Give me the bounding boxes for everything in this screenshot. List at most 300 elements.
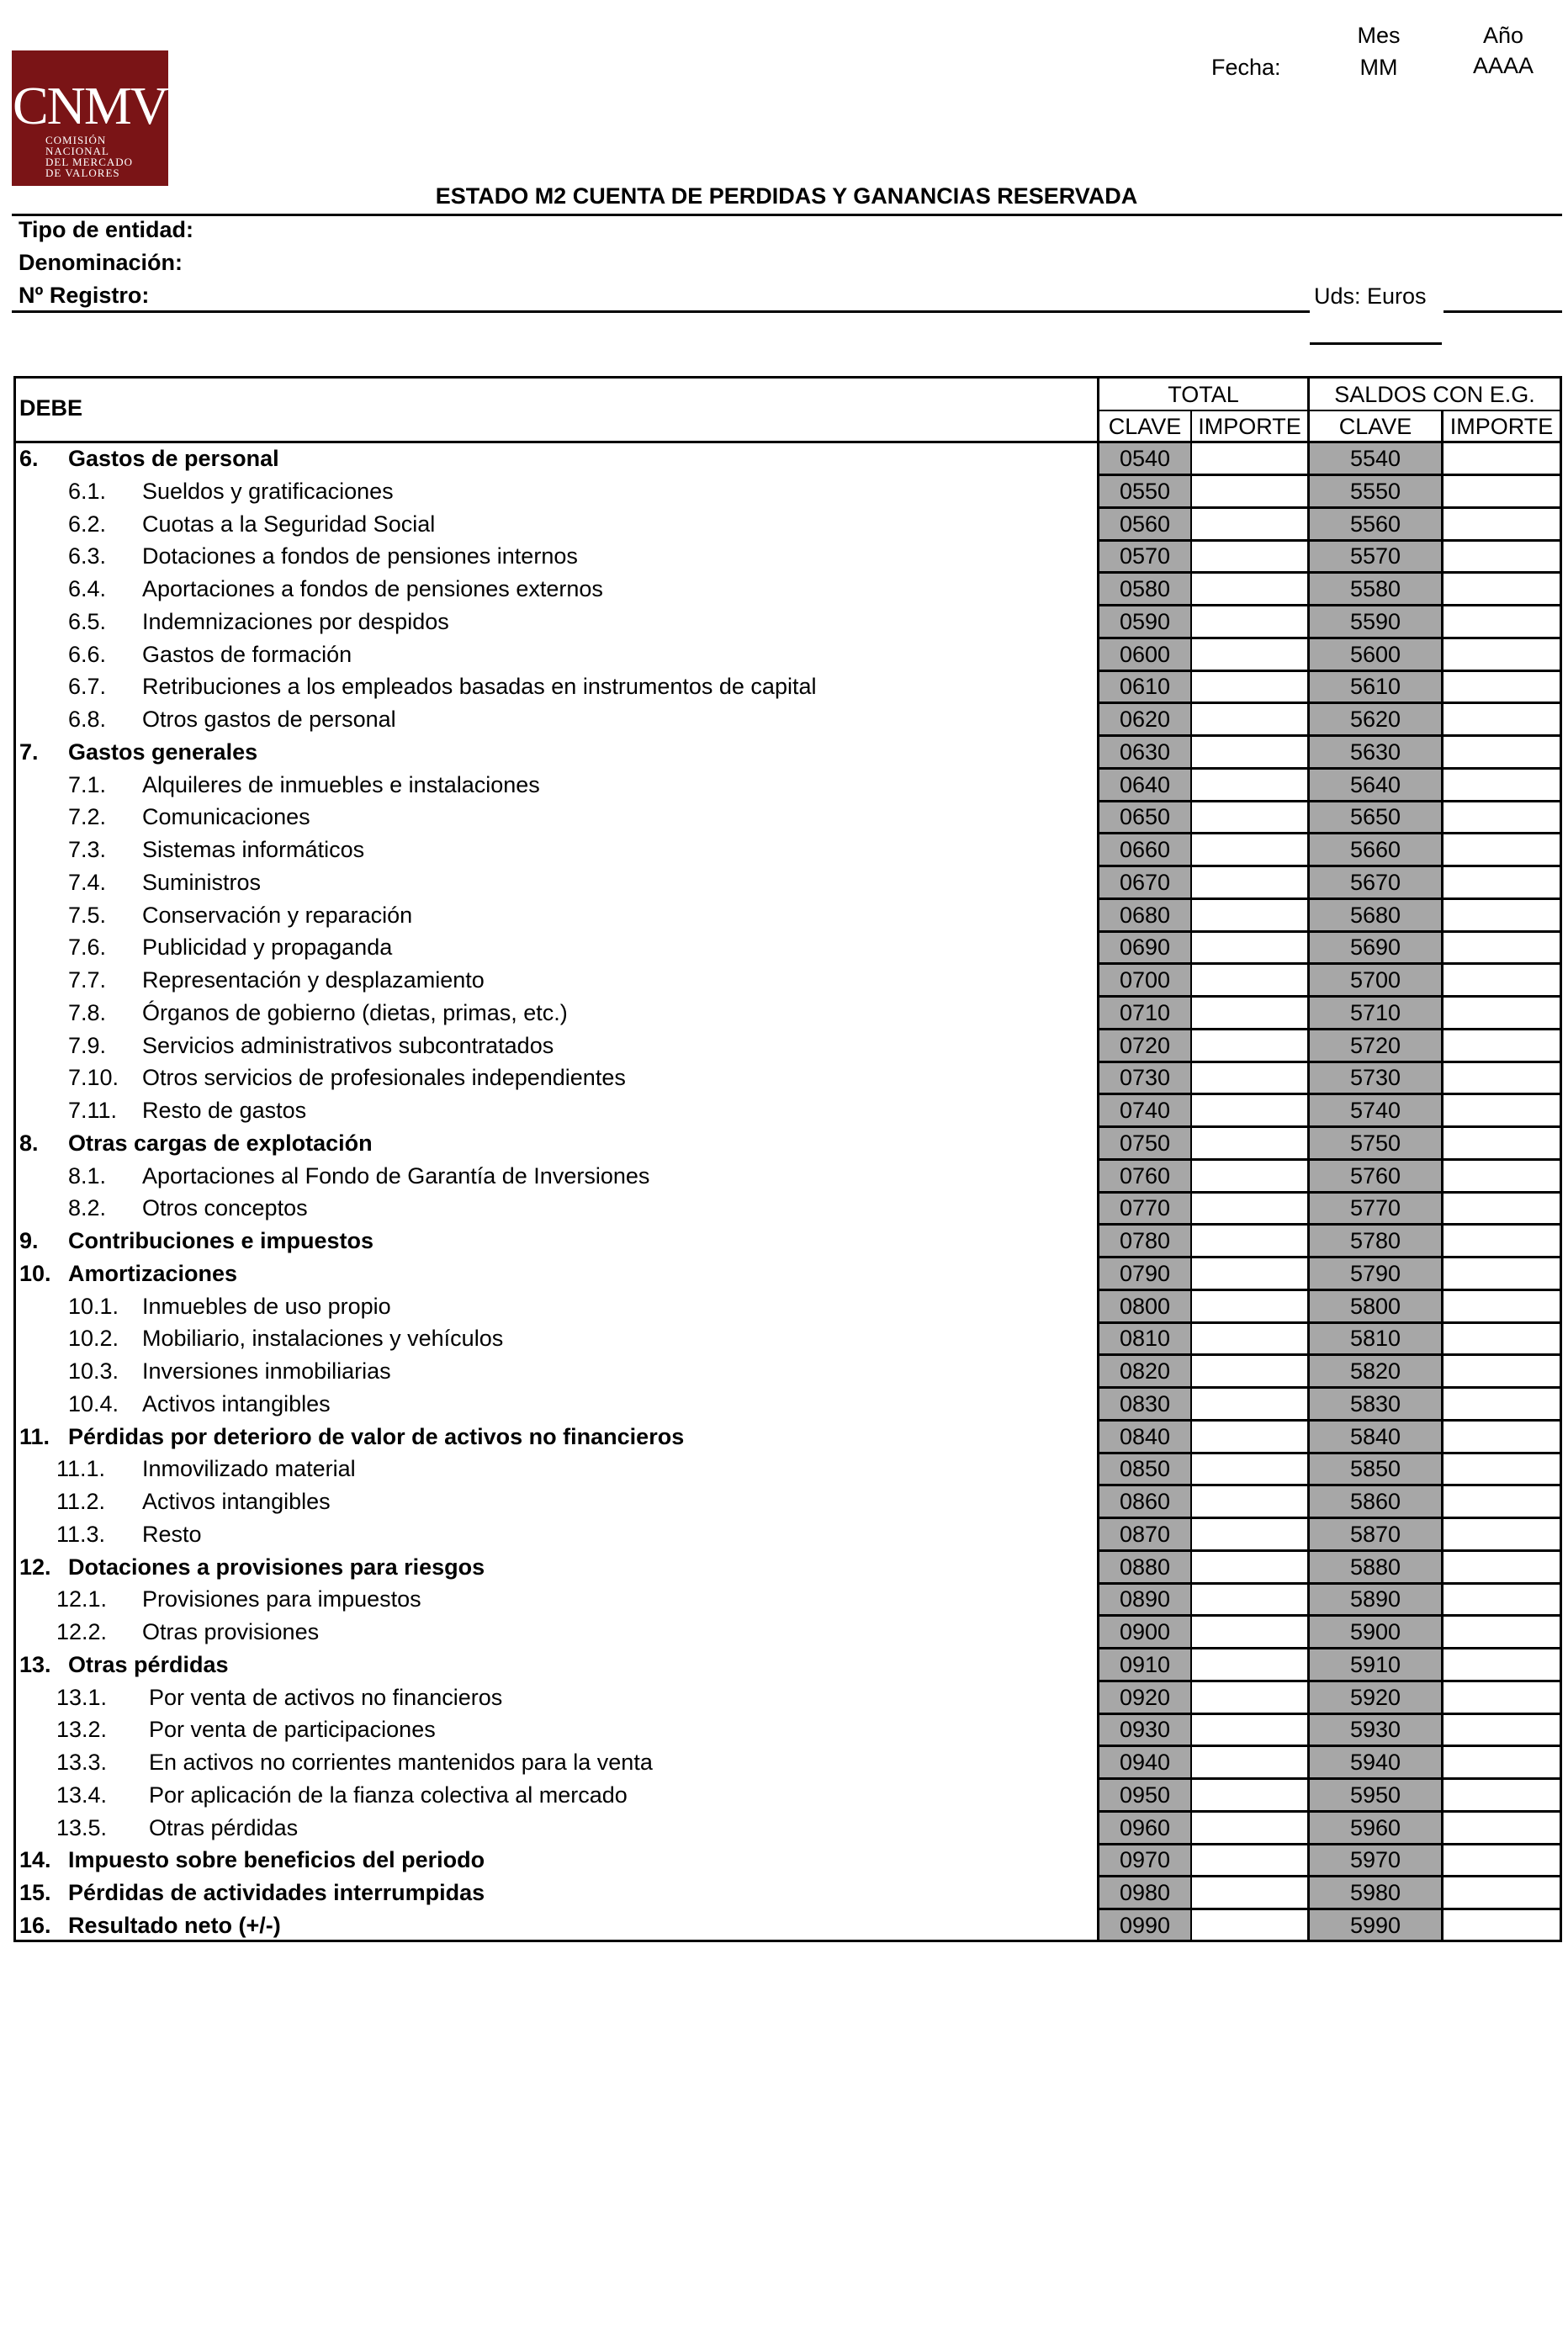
importe-saldos-cell[interactable] — [1444, 802, 1560, 832]
clave-header-total: CLAVE — [1108, 414, 1182, 439]
clave-saldos-cell: 5650 — [1349, 804, 1401, 830]
clave-saldos-cell: 5670 — [1349, 869, 1401, 895]
clave-total-cell: 0990 — [1119, 1912, 1171, 1938]
row-number: 6.7. — [68, 674, 107, 700]
clave-total-cell: 0880 — [1119, 1554, 1171, 1580]
row-label: Otras cargas de explotación — [68, 1130, 373, 1156]
importe-total-cell[interactable] — [1192, 1747, 1307, 1777]
row-number: 7.3. — [68, 837, 107, 862]
importe-total-cell[interactable] — [1192, 1845, 1307, 1875]
importe-saldos-cell[interactable] — [1444, 1258, 1560, 1289]
table-row — [16, 1291, 1560, 1324]
importe-total-cell[interactable] — [1192, 704, 1307, 734]
importe-saldos-cell[interactable] — [1444, 1649, 1560, 1680]
importe-total-cell[interactable] — [1192, 1128, 1307, 1158]
table-row — [16, 606, 1560, 639]
importe-total-cell[interactable] — [1192, 998, 1307, 1028]
importe-total-cell[interactable] — [1192, 443, 1307, 474]
clave-saldos-cell: 5640 — [1349, 771, 1401, 797]
importe-total-cell[interactable] — [1192, 900, 1307, 930]
clave-saldos-cell: 5970 — [1349, 1847, 1401, 1873]
row-label: Gastos generales — [68, 739, 258, 765]
clave-total-cell: 0600 — [1119, 641, 1171, 667]
importe-total-cell[interactable] — [1192, 1714, 1307, 1745]
importe-total-cell[interactable] — [1192, 1813, 1307, 1843]
importe-saldos-cell[interactable] — [1444, 606, 1560, 637]
clave-total-cell: 0690 — [1119, 935, 1171, 961]
importe-saldos-cell[interactable] — [1444, 509, 1560, 539]
importe-total-cell[interactable] — [1192, 1226, 1307, 1256]
table-row — [16, 1356, 1560, 1389]
importe-saldos-cell[interactable] — [1444, 1780, 1560, 1810]
row-number: 13.5. — [56, 1814, 108, 1840]
importe-saldos-cell[interactable] — [1444, 1584, 1560, 1614]
row-number: 13.2. — [56, 1717, 108, 1743]
clave-total-cell: 0660 — [1119, 837, 1171, 862]
importe-total-cell[interactable] — [1192, 671, 1307, 702]
clave-total-cell: 0910 — [1119, 1651, 1171, 1677]
table-row — [16, 1617, 1560, 1649]
pyg-table — [13, 376, 1562, 1942]
row-label: Otras provisiones — [142, 1619, 320, 1644]
importe-total-cell[interactable] — [1192, 1062, 1307, 1093]
importe-total-cell[interactable] — [1192, 574, 1307, 604]
row-number: 10.4. — [68, 1390, 119, 1416]
ano-field[interactable]: AAAA — [1472, 53, 1534, 78]
importe-total-cell[interactable] — [1192, 1095, 1307, 1125]
table-row — [16, 900, 1560, 933]
table-row — [16, 770, 1560, 802]
clave-saldos-cell: 5620 — [1349, 707, 1401, 732]
row-label: Otros servicios de profesionales independientes — [142, 1065, 626, 1091]
clave-saldos-cell: 5790 — [1349, 1260, 1401, 1286]
table-row — [16, 541, 1560, 574]
importe-total-cell[interactable] — [1192, 1323, 1307, 1353]
clave-saldos-cell: 5720 — [1349, 1032, 1401, 1058]
clave-saldos-cell: 5950 — [1349, 1782, 1401, 1808]
clave-saldos-cell: 5730 — [1349, 1065, 1401, 1091]
clave-saldos-cell: 5660 — [1349, 837, 1401, 862]
row-label: Aportaciones a fondos de pensiones externos — [142, 576, 603, 601]
importe-total-cell[interactable] — [1192, 834, 1307, 865]
clave-total-cell: 0550 — [1119, 478, 1171, 504]
table-row — [16, 1422, 1560, 1454]
row-label: Contribuciones e impuestos — [68, 1228, 374, 1253]
importe-saldos-cell[interactable] — [1444, 1095, 1560, 1125]
clave-saldos-cell: 5610 — [1349, 674, 1401, 700]
row-label: Retribuciones a los empleados basadas en instrumentos de capital — [142, 674, 817, 700]
row-label: Inmovilizado material — [142, 1456, 356, 1482]
importe-saldos-cell[interactable] — [1444, 932, 1560, 962]
row-number: 8.2. — [68, 1195, 107, 1221]
row-number: 6. — [19, 446, 39, 471]
clave-saldos-cell: 5710 — [1349, 999, 1401, 1025]
row-label: Sistemas informáticos — [142, 837, 365, 862]
importe-saldos-cell[interactable] — [1444, 574, 1560, 604]
importe-total-cell[interactable] — [1192, 1584, 1307, 1614]
importe-total-cell[interactable] — [1192, 1877, 1307, 1908]
table-row — [16, 1062, 1560, 1095]
importe-saldos-cell[interactable] — [1444, 1128, 1560, 1158]
clave-total-cell: 0900 — [1119, 1619, 1171, 1644]
row-label: Dotaciones a provisiones para riesgos — [68, 1554, 485, 1580]
clave-saldos-cell: 5860 — [1349, 1489, 1401, 1514]
clave-total-cell: 0820 — [1119, 1358, 1171, 1384]
importe-total-cell[interactable] — [1192, 1030, 1307, 1061]
table-row — [16, 932, 1560, 965]
clave-saldos-cell: 5980 — [1349, 1880, 1401, 1905]
row-label: Sueldos y gratificaciones — [142, 478, 394, 504]
importe-saldos-cell[interactable] — [1444, 1291, 1560, 1321]
importe-total-cell[interactable] — [1192, 1161, 1307, 1191]
row-number: 7.10. — [68, 1065, 119, 1091]
tipo-entidad-label: Tipo de entidad: — [19, 217, 193, 242]
row-number: 8. — [19, 1130, 39, 1156]
row-number: 7.11. — [68, 1098, 118, 1123]
importe-saldos-cell[interactable] — [1444, 1813, 1560, 1843]
clave-total-cell: 0570 — [1119, 543, 1171, 569]
importe-saldos-cell[interactable] — [1444, 443, 1560, 474]
table-row — [16, 1584, 1560, 1617]
row-label: Órganos de gobierno (dietas, primas, etc.) — [142, 999, 568, 1025]
page-title: ESTADO M2 CUENTA DE PERDIDAS Y GANANCIAS RESERVADA — [435, 183, 1138, 209]
clave-total-cell: 0800 — [1119, 1293, 1171, 1319]
importe-total-cell[interactable] — [1192, 541, 1307, 571]
importe-total-cell[interactable] — [1192, 1649, 1307, 1680]
table-row — [16, 1486, 1560, 1519]
importe-saldos-cell[interactable] — [1444, 704, 1560, 734]
importe-saldos-cell[interactable] — [1444, 1747, 1560, 1777]
fecha-label: Fecha: — [1211, 55, 1281, 80]
table-row — [16, 1258, 1560, 1291]
table-row — [16, 1226, 1560, 1258]
importe-saldos-cell[interactable] — [1444, 1422, 1560, 1452]
importe-total-cell[interactable] — [1192, 1193, 1307, 1223]
clave-saldos-cell: 5690 — [1349, 935, 1401, 961]
importe-saldos-cell[interactable] — [1444, 1845, 1560, 1875]
mes-label: Mes — [1357, 23, 1401, 48]
clave-saldos-cell: 5760 — [1349, 1162, 1401, 1189]
denominacion-label: Denominación: — [19, 250, 183, 275]
importe-total-cell[interactable] — [1192, 1422, 1307, 1452]
table-row — [16, 1682, 1560, 1715]
row-label: Por venta de activos no financieros — [149, 1684, 503, 1710]
clave-total-cell: 0740 — [1119, 1098, 1171, 1123]
table-row — [16, 1780, 1560, 1813]
importe-total-cell[interactable] — [1192, 1291, 1307, 1321]
clave-total-cell: 0700 — [1119, 967, 1171, 993]
importe-saldos-cell[interactable] — [1444, 867, 1560, 897]
importe-total-cell[interactable] — [1192, 1552, 1307, 1582]
row-number: 11.1. — [56, 1456, 106, 1482]
clave-total-cell: 0560 — [1119, 511, 1171, 537]
importe-total-cell[interactable] — [1192, 639, 1307, 670]
row-number: 7.9. — [68, 1032, 107, 1058]
clave-total-cell: 0980 — [1119, 1880, 1171, 1905]
row-number: 6.1. — [68, 478, 107, 504]
row-number: 6.4. — [68, 576, 107, 601]
row-number: 12.1. — [56, 1586, 108, 1612]
table-row — [16, 737, 1560, 770]
importe-total-cell[interactable] — [1192, 1910, 1307, 1941]
clave-total-cell: 0760 — [1119, 1162, 1171, 1189]
row-label: Otros conceptos — [142, 1195, 308, 1221]
importe-total-cell[interactable] — [1192, 509, 1307, 539]
clave-saldos-cell: 5910 — [1349, 1651, 1401, 1677]
row-label: Pérdidas por deterioro de valor de activos no financieros — [68, 1423, 685, 1449]
importe-header-saldos: IMPORTE — [1449, 414, 1554, 439]
importe-saldos-cell[interactable] — [1444, 541, 1560, 571]
clave-saldos-cell: 5940 — [1349, 1750, 1401, 1775]
importe-saldos-cell[interactable] — [1444, 1552, 1560, 1582]
clave-saldos-cell: 5630 — [1349, 739, 1401, 765]
clave-total-cell: 0630 — [1119, 739, 1171, 765]
clave-total-cell: 0710 — [1119, 999, 1171, 1025]
clave-saldos-cell: 5840 — [1349, 1423, 1401, 1449]
table-row — [16, 1877, 1560, 1910]
clave-saldos-cell: 5810 — [1349, 1326, 1401, 1352]
table-row — [16, 998, 1560, 1030]
table-row — [16, 1389, 1560, 1422]
table-row — [16, 1714, 1560, 1747]
importe-saldos-cell[interactable] — [1444, 639, 1560, 670]
clave-saldos-cell: 5830 — [1349, 1390, 1401, 1416]
importe-saldos-cell[interactable] — [1444, 1323, 1560, 1353]
clave-header-saldos: CLAVE — [1338, 414, 1412, 439]
importe-saldos-cell[interactable] — [1444, 1193, 1560, 1223]
row-label: Dotaciones a fondos de pensiones internos — [142, 543, 578, 569]
table-row — [16, 704, 1560, 737]
row-label: Publicidad y propaganda — [142, 935, 393, 961]
clave-saldos-cell: 5930 — [1349, 1717, 1401, 1743]
clave-saldos-cell: 5800 — [1349, 1293, 1401, 1319]
row-label: Representación y desplazamiento — [142, 967, 485, 993]
importe-total-cell[interactable] — [1192, 1682, 1307, 1713]
importe-saldos-cell[interactable] — [1444, 900, 1560, 930]
row-number: 7.7. — [68, 967, 107, 993]
logo-sub-line: DE VALORES — [45, 167, 120, 179]
row-number: 6.2. — [68, 511, 107, 537]
clave-saldos-cell: 5960 — [1349, 1814, 1401, 1840]
clave-total-cell: 0810 — [1119, 1326, 1171, 1352]
registro-rule — [12, 310, 1310, 313]
clave-total-cell: 0680 — [1119, 902, 1171, 928]
row-label: Por aplicación de la fianza colectiva al mercado — [149, 1782, 628, 1808]
clave-total-cell: 0890 — [1119, 1586, 1171, 1612]
importe-saldos-cell[interactable] — [1444, 1356, 1560, 1386]
row-label: Gastos de personal — [68, 446, 279, 471]
units-extra-rule — [1310, 342, 1442, 345]
row-label: Por venta de participaciones — [149, 1717, 436, 1743]
clave-total-cell: 0950 — [1119, 1782, 1171, 1808]
importe-saldos-cell[interactable] — [1444, 1486, 1560, 1517]
clave-saldos-cell: 5550 — [1349, 478, 1401, 504]
importe-saldos-cell[interactable] — [1444, 1161, 1560, 1191]
table-row — [16, 802, 1560, 834]
importe-saldos-cell[interactable] — [1444, 476, 1560, 506]
table-row — [16, 443, 1560, 476]
row-number: 15. — [19, 1880, 51, 1905]
importe-header-total: IMPORTE — [1198, 414, 1301, 439]
table-row — [16, 1552, 1560, 1585]
clave-saldos-cell: 5850 — [1349, 1456, 1401, 1482]
clave-total-cell: 0610 — [1119, 674, 1171, 700]
clave-total-cell: 0850 — [1119, 1456, 1171, 1482]
clave-saldos-cell: 5750 — [1349, 1130, 1401, 1156]
table-row — [16, 1323, 1560, 1356]
row-label: En activos no corrientes mantenidos para la venta — [149, 1750, 653, 1775]
row-label: Otros gastos de personal — [142, 707, 396, 732]
importe-saldos-cell[interactable] — [1444, 1062, 1560, 1093]
header-mid-rule — [1097, 410, 1560, 411]
table-row — [16, 1030, 1560, 1063]
clave-total-cell: 0960 — [1119, 1814, 1171, 1840]
importe-total-cell[interactable] — [1192, 737, 1307, 767]
importe-total-cell[interactable] — [1192, 965, 1307, 995]
ano-label: Año — [1482, 23, 1524, 48]
clave-total-cell: 0930 — [1119, 1717, 1171, 1743]
row-label: Resto — [142, 1521, 202, 1547]
clave-saldos-cell: 5870 — [1349, 1521, 1401, 1547]
importe-total-cell[interactable] — [1192, 1389, 1307, 1419]
clave-total-cell: 0580 — [1119, 576, 1171, 601]
row-label: Mobiliario, instalaciones y vehículos — [142, 1326, 504, 1352]
importe-total-cell[interactable] — [1192, 606, 1307, 637]
clave-saldos-cell: 5880 — [1349, 1554, 1401, 1580]
clave-saldos-cell: 5570 — [1349, 543, 1401, 569]
clave-saldos-cell: 5890 — [1349, 1586, 1401, 1612]
clave-total-cell: 0720 — [1119, 1032, 1171, 1058]
row-number: 13. — [19, 1651, 51, 1677]
row-label: Activos intangibles — [142, 1390, 331, 1416]
clave-saldos-cell: 5580 — [1349, 576, 1401, 601]
debe-header: DEBE — [19, 395, 83, 421]
importe-saldos-cell[interactable] — [1444, 998, 1560, 1028]
importe-saldos-cell[interactable] — [1444, 965, 1560, 995]
row-number: 8.1. — [68, 1162, 107, 1189]
importe-saldos-cell[interactable] — [1444, 1519, 1560, 1549]
clave-total-cell: 0770 — [1119, 1195, 1171, 1221]
importe-total-cell[interactable] — [1192, 476, 1307, 506]
clave-total-cell: 0650 — [1119, 804, 1171, 830]
row-number: 6.3. — [68, 543, 107, 569]
table-row — [16, 1910, 1560, 1943]
importe-total-cell[interactable] — [1192, 932, 1307, 962]
clave-total-cell: 0590 — [1119, 608, 1171, 634]
importe-total-cell[interactable] — [1192, 1617, 1307, 1647]
row-number: 7.1. — [68, 771, 107, 797]
clave-saldos-cell: 5540 — [1349, 446, 1401, 471]
row-label: Comunicaciones — [142, 804, 310, 830]
importe-total-cell[interactable] — [1192, 1258, 1307, 1289]
importe-saldos-cell[interactable] — [1444, 1877, 1560, 1908]
importe-saldos-cell[interactable] — [1444, 834, 1560, 865]
table-row — [16, 1747, 1560, 1780]
logo-subtitle — [45, 135, 167, 178]
importe-saldos-cell[interactable] — [1444, 1682, 1560, 1713]
importe-total-cell[interactable] — [1192, 1356, 1307, 1386]
importe-total-cell[interactable] — [1192, 1519, 1307, 1549]
importe-saldos-cell[interactable] — [1444, 1389, 1560, 1419]
table-row — [16, 671, 1560, 704]
row-label: Inmuebles de uso propio — [142, 1293, 391, 1319]
table-row — [16, 1845, 1560, 1877]
clave-saldos-cell: 5740 — [1349, 1098, 1401, 1123]
row-label: Pérdidas de actividades interrumpidas — [68, 1880, 485, 1905]
importe-total-cell[interactable] — [1192, 802, 1307, 832]
table-row — [16, 639, 1560, 672]
row-number: 6.6. — [68, 641, 107, 667]
importe-saldos-cell[interactable] — [1444, 671, 1560, 702]
row-label: Conservación y reparación — [142, 902, 413, 928]
clave-saldos-cell: 5920 — [1349, 1684, 1401, 1710]
importe-saldos-cell[interactable] — [1444, 1910, 1560, 1941]
clave-total-cell: 0830 — [1119, 1390, 1171, 1416]
row-number: 13.3. — [56, 1750, 108, 1775]
row-number: 7.4. — [68, 869, 107, 895]
clave-total-cell: 0970 — [1119, 1847, 1171, 1873]
row-number: 7.8. — [68, 999, 107, 1025]
row-label: Aportaciones al Fondo de Garantía de Inversiones — [142, 1162, 650, 1189]
row-number: 7.5. — [68, 902, 107, 928]
row-number: 7. — [19, 739, 39, 765]
importe-saldos-cell[interactable] — [1444, 1453, 1560, 1484]
registro-label: Nº Registro: — [19, 283, 150, 308]
importe-total-cell[interactable] — [1192, 1453, 1307, 1484]
clave-total-cell: 0920 — [1119, 1684, 1171, 1710]
row-label: Activos intangibles — [142, 1489, 331, 1514]
table-row — [16, 1095, 1560, 1128]
table-row — [16, 1813, 1560, 1845]
importe-saldos-cell[interactable] — [1444, 1714, 1560, 1745]
table-row — [16, 965, 1560, 998]
table-row — [16, 509, 1560, 542]
importe-saldos-cell[interactable] — [1444, 737, 1560, 767]
table-row — [16, 834, 1560, 867]
table-row — [16, 867, 1560, 900]
mes-field[interactable]: MM — [1359, 55, 1398, 80]
title-rule — [12, 214, 1562, 216]
importe-total-cell[interactable] — [1192, 867, 1307, 897]
total-header: TOTAL — [1168, 382, 1239, 407]
row-number: 12.2. — [56, 1619, 108, 1644]
clave-saldos-cell: 5590 — [1349, 608, 1401, 634]
row-label: Suministros — [142, 869, 262, 895]
saldos-header: SALDOS CON E.G. — [1334, 382, 1535, 407]
row-number: 6.8. — [68, 707, 107, 732]
importe-total-cell[interactable] — [1192, 1780, 1307, 1810]
table-row — [16, 1161, 1560, 1194]
importe-saldos-cell[interactable] — [1444, 770, 1560, 800]
row-number: 11.2. — [56, 1489, 106, 1514]
row-number: 10.1. — [68, 1293, 119, 1319]
row-number: 13.4. — [56, 1782, 108, 1808]
clave-saldos-cell: 5680 — [1349, 902, 1401, 928]
clave-saldos-cell: 5780 — [1349, 1228, 1401, 1253]
importe-saldos-cell[interactable] — [1444, 1617, 1560, 1647]
importe-total-cell[interactable] — [1192, 1486, 1307, 1517]
importe-saldos-cell[interactable] — [1444, 1226, 1560, 1256]
row-label: Resultado neto (+/-) — [68, 1912, 281, 1938]
clave-total-cell: 0860 — [1119, 1489, 1171, 1514]
clave-total-cell: 0840 — [1119, 1423, 1171, 1449]
importe-saldos-cell[interactable] — [1444, 1030, 1560, 1061]
row-number: 12. — [19, 1554, 51, 1580]
importe-total-cell[interactable] — [1192, 770, 1307, 800]
units-rule — [1444, 310, 1562, 313]
clave-total-cell: 0940 — [1119, 1750, 1171, 1775]
clave-saldos-cell: 5900 — [1349, 1619, 1401, 1644]
